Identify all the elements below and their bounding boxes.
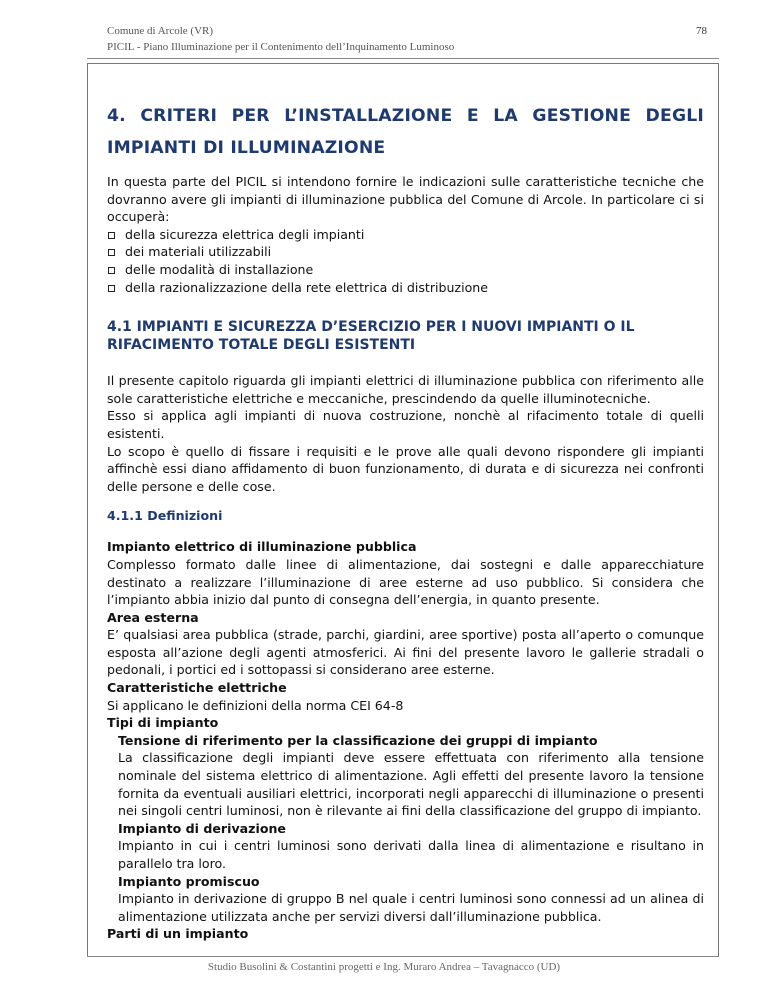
chapter-title: 4. CRITERI PER L’INSTALLAZIONE E LA GESTIONE DEGLI IMPIANTI DI ILLUMINAZIONE: [107, 106, 704, 158]
checkbox-bullet-icon: [108, 285, 115, 292]
checkbox-bullet-icon: [108, 249, 115, 256]
definitions: [107, 538, 704, 943]
page-footer: Studio Busolini & Costantini progetti e Ing. Muraro Andrea – Tavagnacco (UD): [207, 961, 561, 973]
section-paragraph: Lo scopo è quello di fissare i requisiti e le prove alle quali devono rispondere gli impianti affinchè essi diano affidamento di buon funzionamento, di durata e di sicurezza nei confronti delle persone e delle cose.: [107, 443, 704, 494]
definition-text: Impianto in derivazione di gruppo B nel quale i centri luminosi sono connessi ad un alinea di alimentazione utilizzata anche per servizi diversi dall’illuminazione pubblica.: [118, 891, 704, 924]
definition-text: Si applicano le definizioni della norma CEI 64-8: [107, 697, 404, 713]
section-title: 4.1 IMPIANTI E SICUREZZA D’ESERCIZIO PER I NUOVI IMPIANTI O IL RIFACIMENTO TOTALE DEGLI ESISTENTI: [107, 319, 635, 354]
section-paragraph: Esso si applica agli impianti di nuova costruzione, nonchè al rifacimento totale di quelli esistenti.: [107, 408, 704, 441]
definition-text: La classificazione degli impianti deve essere effettuata con riferimento alla tensione nominale del sistema elettrico di alimentazione. Agli effetti del presente lavoro la tensione fornita da eventuali ausiliari elettrici, incorporati negli apparecchi di illuminazione o presenti nei singoli centri luminosi, non è rilevante ai fini della classificazione del gruppo di impianto.: [118, 750, 704, 819]
section-paragraph: Il presente capitolo riguarda gli impianti elettrici di illuminazione pubblica con riferimento alle sole caratteristiche elettriche e meccaniche, prescindendo da quelle illuminotecniche.: [107, 373, 704, 406]
footer-rule: [87, 956, 719, 957]
impianto-types: [107, 732, 704, 926]
definition-term: Impianto di derivazione: [118, 820, 286, 836]
list-item: dei materiali utilizzabili: [107, 243, 704, 261]
definition-text: Impianto in cui i centri luminosi sono derivati dalla linea di alimentazione e risultano in parallelo tra loro.: [118, 838, 704, 871]
checkbox-bullet-icon: [108, 232, 115, 239]
topics-list: [107, 226, 704, 296]
definition-term: Impianto elettrico di illuminazione pubblica: [107, 539, 417, 555]
definition-text: E’ qualsiasi area pubblica (strade, parchi, giardini, aree sportive) posta all’aperto o comunque esposta all’azione degli agenti atmosferici. Ai fini del presente lavoro le gallerie stradali o pedonali, i portici ed i sottopassi si considerano aree esterne.: [107, 627, 704, 678]
definition-term: Parti di un impianto: [107, 926, 249, 942]
definition-term: Area esterna: [107, 609, 199, 625]
checkbox-bullet-icon: [108, 267, 115, 274]
definition-term: Caratteristiche elettriche: [107, 680, 287, 696]
definition-term: Tensione di riferimento per la classificazione dei gruppi di impianto: [118, 732, 598, 748]
intro-paragraph: In questa parte del PICIL si intendono fornire le indicazioni sulle caratteristiche tecniche che dovranno avere gli impianti di illuminazione pubblica del Comune di Arcole. In particolare ci si occuperà:: [107, 174, 704, 225]
header-rule: [87, 58, 719, 59]
definition-term: Impianto promiscuo: [118, 873, 260, 889]
subsection-title: 4.1.1 Definizioni: [107, 508, 223, 524]
page-header: [107, 23, 707, 55]
definition-text: Complesso formato dalle linee di alimentazione, dai sostegni e dalle apparecchiature destinato a realizzare l’illuminazione di aree esterne ad uso pubblico. Si considera che l’impianto abbia inizio dal punto di consegna dell’energia, in quanto presente.: [107, 556, 704, 608]
header-municipality: Comune di Arcole (VR): [107, 25, 214, 37]
page-body: [107, 100, 704, 943]
list-item: della razionalizzazione della rete elettrica di distribuzione: [107, 279, 704, 297]
page-number: 78: [696, 25, 707, 37]
definition-term: Tipi di impianto: [107, 715, 219, 731]
list-item: della sicurezza elettrica degli impianti: [107, 226, 704, 244]
header-document-title: PICIL - Piano Illuminazione per il Contenimento dell’Inquinamento Luminoso: [107, 41, 455, 53]
list-item: delle modalità di installazione: [107, 261, 704, 279]
